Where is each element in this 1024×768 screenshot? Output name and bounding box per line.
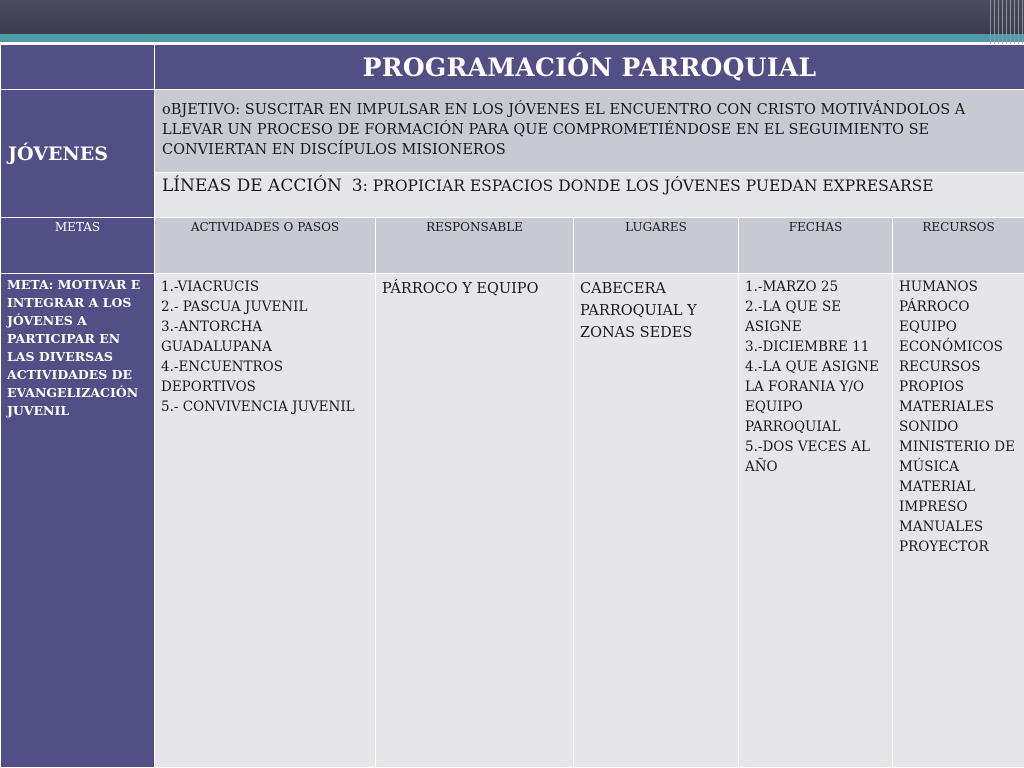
list-item: PÁRROCO (899, 299, 970, 315)
meta-cell: META: MOTIVAR E INTEGRAR A LOS JÓVENES A PARTICIPAR EN LAS DIVERSAS ACTIVIDADES DE EVANGELIZACIÓN JUVENIL (1, 274, 155, 768)
list-item: MATERIALES (899, 399, 995, 415)
lineas-label: LÍNEAS DE ACCIÓN (162, 176, 342, 196)
list-item: 3.-ANTORCHA GUADALUPANA (161, 319, 272, 355)
column-header-recursos: RECURSOS (893, 218, 1024, 274)
slide-top-bar (0, 0, 1024, 34)
objetivo-text: oBJETIVO: SUSCITAR EN IMPULSAR EN LOS JÓVENES EL ENCUENTRO CON CRISTO MOTIVÁNDOLOS A LLEVAR UN PROCESO DE FORMACIÓN PARA QUE COMPROMETIÉNDOSE EN EL SEGUIMIENTO SE CONVIERTAN EN DISCÍPULOS MISIONEROS (155, 90, 1024, 173)
list-item: MANUALES (899, 519, 984, 535)
lineas-number: 3 (351, 176, 363, 196)
lineas-de-accion (155, 173, 1024, 218)
lineas-text: : PROPICIAR ESPACIOS DONDE LOS JÓVENES PUEDAN EXPRESARSE (362, 177, 934, 195)
list-item: 5.- CONVIVENCIA JUVENIL (161, 399, 355, 415)
list-item: MATERIAL IMPRESO (899, 479, 975, 515)
list-item: EQUIPO (899, 319, 957, 335)
column-header-fechas: FECHAS (739, 218, 893, 274)
page-title: PROGRAMACIÓN PARROQUIAL (155, 45, 1024, 90)
objetivo-row (1, 90, 1024, 173)
list-item: HUMANOS (899, 279, 978, 295)
title-corner-cell (1, 45, 155, 90)
fechas-cell (739, 274, 893, 768)
slide-accent-bar (0, 34, 1024, 42)
list-item: 4.-LA QUE ASIGNE LA FORANIA Y/O EQUIPO PARROQUIAL (745, 359, 879, 435)
list-item: 5.-DOS VECES AL AÑO (745, 439, 870, 475)
list-item: 4.-ENCUENTROS DEPORTIVOS (161, 359, 283, 395)
list-item: 1.-MARZO 25 (745, 279, 839, 295)
table-row (1, 274, 1024, 768)
responsable-cell: PÁRROCO Y EQUIPO (376, 274, 574, 768)
programacion-table (0, 44, 1024, 768)
lineas-row (1, 173, 1024, 218)
list-item: 3.-DICIEMBRE 11 (745, 339, 870, 355)
list-item: PROYECTOR (899, 539, 989, 555)
list-item: 2.- PASCUA JUVENIL (161, 299, 308, 315)
column-header-metas: METAS (1, 218, 155, 274)
list-item: RECURSOS PROPIOS (899, 359, 981, 395)
title-row (1, 45, 1024, 90)
column-header-responsable: RESPONSABLE (376, 218, 574, 274)
list-item: 2.-LA QUE SE ASIGNE (745, 299, 842, 335)
section-label: JÓVENES (1, 90, 155, 218)
lugares-cell: CABECERA PARROQUIAL Y ZONAS SEDES (574, 274, 739, 768)
list-item: 1.-VIACRUCIS (161, 279, 260, 295)
list-item: MINISTERIO DE MÚSICA (899, 439, 1015, 475)
slide-corner-decoration (990, 0, 1024, 44)
list-item: SONIDO (899, 419, 959, 435)
column-header-lugares: LUGARES (574, 218, 739, 274)
column-header-actividades: ACTIVIDADES O PASOS (155, 218, 376, 274)
list-item: ECONÓMICOS (899, 339, 1003, 355)
actividades-cell (155, 274, 376, 768)
recursos-cell (893, 274, 1024, 768)
column-header-row (1, 218, 1024, 274)
